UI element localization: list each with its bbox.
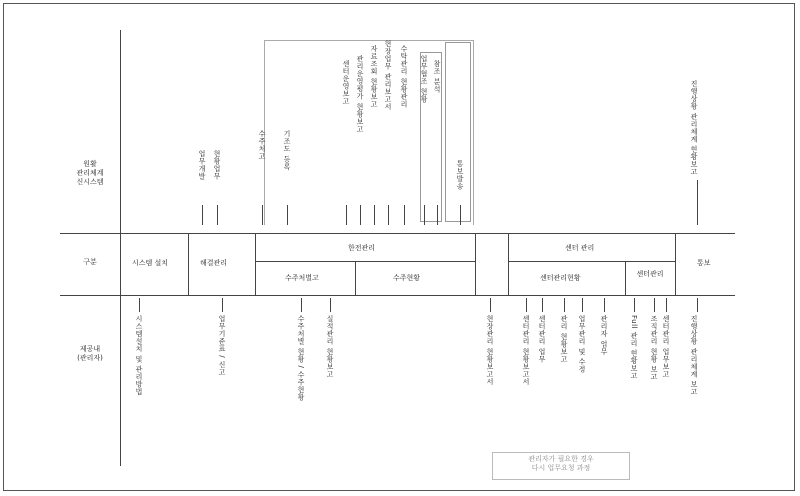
bottom-item: 센터관리 업무 bbox=[538, 315, 546, 363]
top-item: 현황업무 bbox=[213, 150, 221, 180]
top-item-arrow bbox=[424, 205, 425, 225]
divider-4 bbox=[508, 233, 509, 295]
divider-3 bbox=[475, 233, 476, 295]
bottom-item: 수주처별 현황 / 수주현황 bbox=[297, 315, 305, 402]
row-label-middle: 구분 bbox=[83, 258, 97, 266]
top-item-arrow bbox=[374, 205, 375, 225]
bottom-item: 조직관리 현황 보고 bbox=[650, 315, 658, 381]
bottom-item: 실적관리 현황보고 bbox=[326, 315, 334, 378]
top-item: 센터운영보고 bbox=[342, 60, 350, 105]
bottom-item-arrow bbox=[582, 298, 583, 312]
bottom-item-arrow bbox=[330, 298, 331, 312]
section-hanjeon: 한전관리 bbox=[348, 244, 376, 252]
bottom-item-arrow bbox=[526, 298, 527, 312]
section-system-setup: 시스템 설치 bbox=[132, 259, 169, 267]
top-item: 수주처고 bbox=[258, 130, 266, 160]
divider-center-sub bbox=[625, 261, 626, 295]
section-center-sub1: 센터관리현황 bbox=[540, 274, 581, 282]
bottom-item-arrow bbox=[490, 298, 491, 312]
bottom-item-arrow bbox=[654, 298, 655, 312]
top-right-item: 진행상황 관리체계 현황보고 bbox=[690, 80, 698, 176]
top-item: 기조도 등록 bbox=[283, 130, 291, 171]
band-bottom-line bbox=[60, 295, 735, 296]
top-item: 업무협조 현황 bbox=[420, 55, 428, 103]
section-report: 통보 bbox=[697, 259, 711, 267]
bottom-item-arrow bbox=[634, 298, 635, 312]
top-item: 통보발송 bbox=[456, 160, 464, 190]
section-hj-sub1: 수주처별고 bbox=[285, 274, 319, 282]
bottom-item: 업무관리 및 수정 bbox=[578, 315, 586, 373]
bottom-item: 관리자 업무 bbox=[600, 315, 608, 356]
bottom-item: Full 관리 현황보고 bbox=[630, 315, 638, 380]
top-item: 참조 분석 bbox=[433, 60, 441, 93]
section-center: 센터 관리 bbox=[565, 244, 595, 252]
top-item-arrow bbox=[404, 205, 405, 225]
top-note-box-2 bbox=[445, 42, 471, 222]
band-top-line bbox=[60, 233, 735, 234]
divider-hj-sub bbox=[355, 261, 356, 295]
top-item-arrow bbox=[262, 205, 263, 225]
section-hj-sub2: 수주현황 bbox=[393, 274, 421, 282]
bottom-item-arrow bbox=[301, 298, 302, 312]
divider-2 bbox=[255, 233, 256, 295]
top-item-arrow bbox=[217, 205, 218, 225]
divider-1 bbox=[188, 233, 189, 295]
bottom-item: 시스템설치 및 관리방법 bbox=[135, 315, 143, 396]
bottom-item: 업무기준표 / 신고 bbox=[218, 315, 226, 376]
row-label-bottom: 제공내 (관리자) bbox=[77, 345, 103, 362]
top-item: 업무개발 bbox=[198, 150, 206, 180]
top-item-arrow bbox=[388, 205, 389, 225]
bottom-item-arrow bbox=[542, 298, 543, 312]
divider-5 bbox=[675, 233, 676, 295]
top-item-arrow bbox=[437, 205, 438, 225]
top-item: 수탁관리 현황관리 bbox=[400, 45, 408, 108]
top-item: 자료조회 현황보고 bbox=[370, 45, 378, 108]
top-connector-box bbox=[264, 40, 474, 225]
top-right-arrow bbox=[697, 180, 698, 225]
section-center-sub2: 센터관리 bbox=[636, 270, 664, 278]
note-text: 관리자가 필요한 경우 다시 업무요청 과정 bbox=[528, 455, 594, 472]
top-item-arrow bbox=[346, 205, 347, 225]
top-item: 관리운영평가 현황보고 bbox=[356, 55, 364, 133]
top-item-arrow bbox=[460, 205, 461, 225]
hanjeon-subdivider bbox=[255, 261, 475, 262]
bottom-right-arrow bbox=[697, 298, 698, 312]
top-item-arrow bbox=[202, 205, 203, 225]
axis-line bbox=[120, 30, 121, 466]
bottom-item-arrow bbox=[564, 298, 565, 312]
bottom-item-arrow bbox=[222, 298, 223, 312]
top-item: 현장업무 관리보고서 bbox=[384, 40, 392, 111]
bottom-item: 센터관리 현황보고서 bbox=[522, 315, 530, 386]
bottom-item: 현장관리 현황보고서 bbox=[486, 315, 494, 386]
bottom-item: 관리 현황보고 bbox=[560, 315, 568, 363]
center-subdivider bbox=[508, 261, 675, 262]
section-bbs: 해결관리 bbox=[200, 259, 228, 267]
bottom-item-arrow bbox=[666, 298, 667, 312]
bottom-right-item: 진행상황 관리체계 보고 bbox=[690, 315, 698, 396]
bottom-item-arrow bbox=[139, 298, 140, 312]
top-item-arrow bbox=[287, 205, 288, 225]
bottom-item-arrow bbox=[604, 298, 605, 312]
top-item-arrow bbox=[360, 205, 361, 225]
row-label-top: 원활 관리체계 신시스템 bbox=[76, 160, 104, 186]
bottom-item: 센터관리 업무보고 bbox=[662, 315, 670, 378]
